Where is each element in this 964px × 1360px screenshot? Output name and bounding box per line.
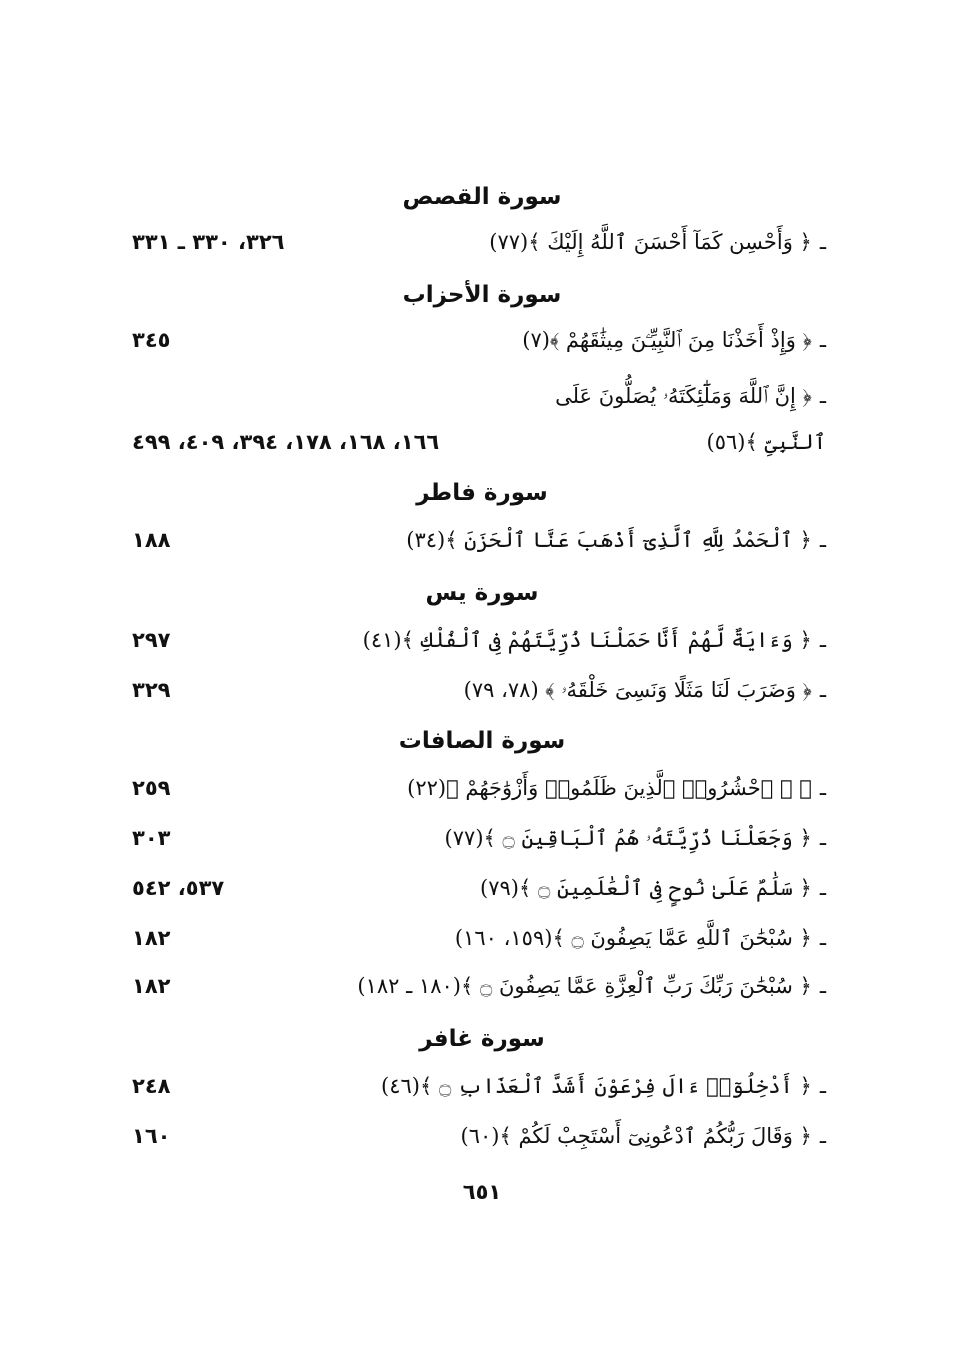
page-references: ٢٤٨	[132, 1074, 171, 1098]
entry-dash: ـ	[819, 528, 826, 552]
index-entry	[0, 376, 964, 416]
entry-dash: ـ	[819, 776, 826, 800]
entry-dash: ـ	[819, 328, 826, 352]
page-references: ٢٥٩	[132, 776, 171, 800]
index-entry	[0, 1066, 964, 1106]
index-entry	[0, 818, 964, 858]
page-references: ١٦٠	[132, 1124, 171, 1148]
verse-text: ـ﴿ وَأَحْسِن كَمَآ أَحْسَنَ ٱللَّهُ إِلَيْكَ ﴾(٧٧)	[489, 230, 826, 254]
entry-dash: ـ	[819, 974, 826, 998]
verse-text: ـ﴿ وَقَالَ رَبُّكُمُ ٱدْعُونِىٓ أَسْتَجِبْ لَكُمْ ﴾(٦٠)	[460, 1124, 826, 1148]
verse-text: ٱلنَّبِىِّ ﴾(٥٦)	[706, 430, 826, 454]
surah-heading: سورة فاطر	[416, 480, 548, 506]
verse-text: ـ﴿ وَضَرَبَ لَنَا مَثَلًا وَنَسِىَ خَلْقَهُۥ ﴾ (٧٨، ٧٩)	[463, 678, 826, 702]
page-number: ٦٥١	[462, 1180, 502, 1204]
page-references: ١٨٢	[132, 926, 171, 950]
index-entry	[0, 1116, 964, 1156]
index-entry	[0, 966, 964, 1006]
page-references: ٣٠٣	[132, 826, 171, 850]
page-references: ٣٤٥	[132, 328, 171, 352]
verse-text: ـ﴿ سَلَٰمٌ عَلَىٰ نُوحٍ فِى ٱلْعَٰلَمِينَ ۝ ﴾(٧٩)	[480, 876, 826, 900]
surah-heading: سورة الأحزاب	[402, 282, 562, 308]
index-entry	[0, 620, 964, 660]
page-references: ٣٢٦، ٣٣٠ ـ ٣٣١	[132, 230, 285, 254]
index-entry	[0, 868, 964, 908]
index-entry	[0, 520, 964, 560]
verse-text: ـ﴿ ٱلْحَمْدُ لِلَّهِ ٱلَّذِىٓ أَذْهَبَ عَنَّا ٱلْحَزَنَ ﴾(٣٤)	[406, 528, 826, 552]
verse-text: ـ﴿ إِنَّ ٱللَّهَ وَمَلَٰٓئِكَتَهُۥ يُصَلُّونَ عَلَى	[555, 384, 826, 408]
surah-heading: سورة غافر	[419, 1026, 545, 1052]
verse-text: ـ﴿ وَءَايَةٌ لَّهُمْ أَنَّا حَمَلْنَا ذُرِّيَّتَهُمْ فِى ٱلْفُلْكِ ﴾(٤١)	[362, 628, 826, 652]
verse-text: ـ﴿ وَجَعَلْنَا ذُرِّيَّتَهُۥ هُمُ ٱلْبَاقِينَ ۝ ﴾(٧٧)	[444, 826, 826, 850]
entry-dash: ـ	[819, 384, 826, 408]
entry-dash: ـ	[819, 926, 826, 950]
index-entry	[0, 320, 964, 360]
verse-text: ـ﴿ ۞ ٱحْشُرُوا۟ ٱلَّذِينَ ظَلَمُوا۟ وَأَزْوَٰجَهُمْ ﴾(٢٢)	[407, 776, 826, 800]
entry-dash: ـ	[819, 678, 826, 702]
entry-dash: ـ	[819, 230, 826, 254]
entry-dash: ـ	[819, 876, 826, 900]
page-references: ١٦٦، ١٦٨، ١٧٨، ٣٩٤، ٤٠٩، ٤٩٩	[132, 430, 440, 454]
index-entry	[0, 918, 964, 958]
page-references: ٣٢٩	[132, 678, 171, 702]
surah-heading: سورة القصص	[402, 184, 562, 210]
verse-text: ـ﴿ سُبْحَٰنَ رَبِّكَ رَبِّ ٱلْعِزَّةِ عَمَّا يَصِفُونَ ۝ ﴾(١٨٠ ـ ١٨٢)	[357, 974, 826, 998]
surah-heading: سورة الصافات	[398, 728, 566, 754]
page-references: ١٨٨	[132, 528, 171, 552]
page-references: ٥٣٧، ٥٤٢	[132, 876, 225, 900]
page-references: ٢٩٧	[132, 628, 171, 652]
verse-text: ـ﴿ أَدْخِلُوٓا۟ ءَالَ فِرْعَوْنَ أَشَدَّ ٱلْعَذَابِ ۝ ﴾(٤٦)	[381, 1074, 826, 1098]
index-entry	[0, 670, 964, 710]
index-entry	[0, 768, 964, 808]
index-entry-continuation	[0, 422, 964, 462]
entry-dash: ـ	[819, 628, 826, 652]
verse-text: ـ﴿ سُبْحَٰنَ ٱللَّهِ عَمَّا يَصِفُونَ ۝ ﴾(١٥٩، ١٦٠)	[454, 926, 826, 950]
entry-dash: ـ	[819, 1074, 826, 1098]
entry-dash: ـ	[819, 826, 826, 850]
page-references: ١٨٢	[132, 974, 171, 998]
verse-text: ـ﴿ وَإِذْ أَخَذْنَا مِنَ ٱلنَّبِيِّـۧنَ مِيثَٰقَهُمْ ﴾(٧)	[522, 328, 826, 352]
index-entry	[0, 222, 964, 262]
surah-heading: سورة يس	[425, 580, 539, 606]
entry-dash: ـ	[819, 1124, 826, 1148]
